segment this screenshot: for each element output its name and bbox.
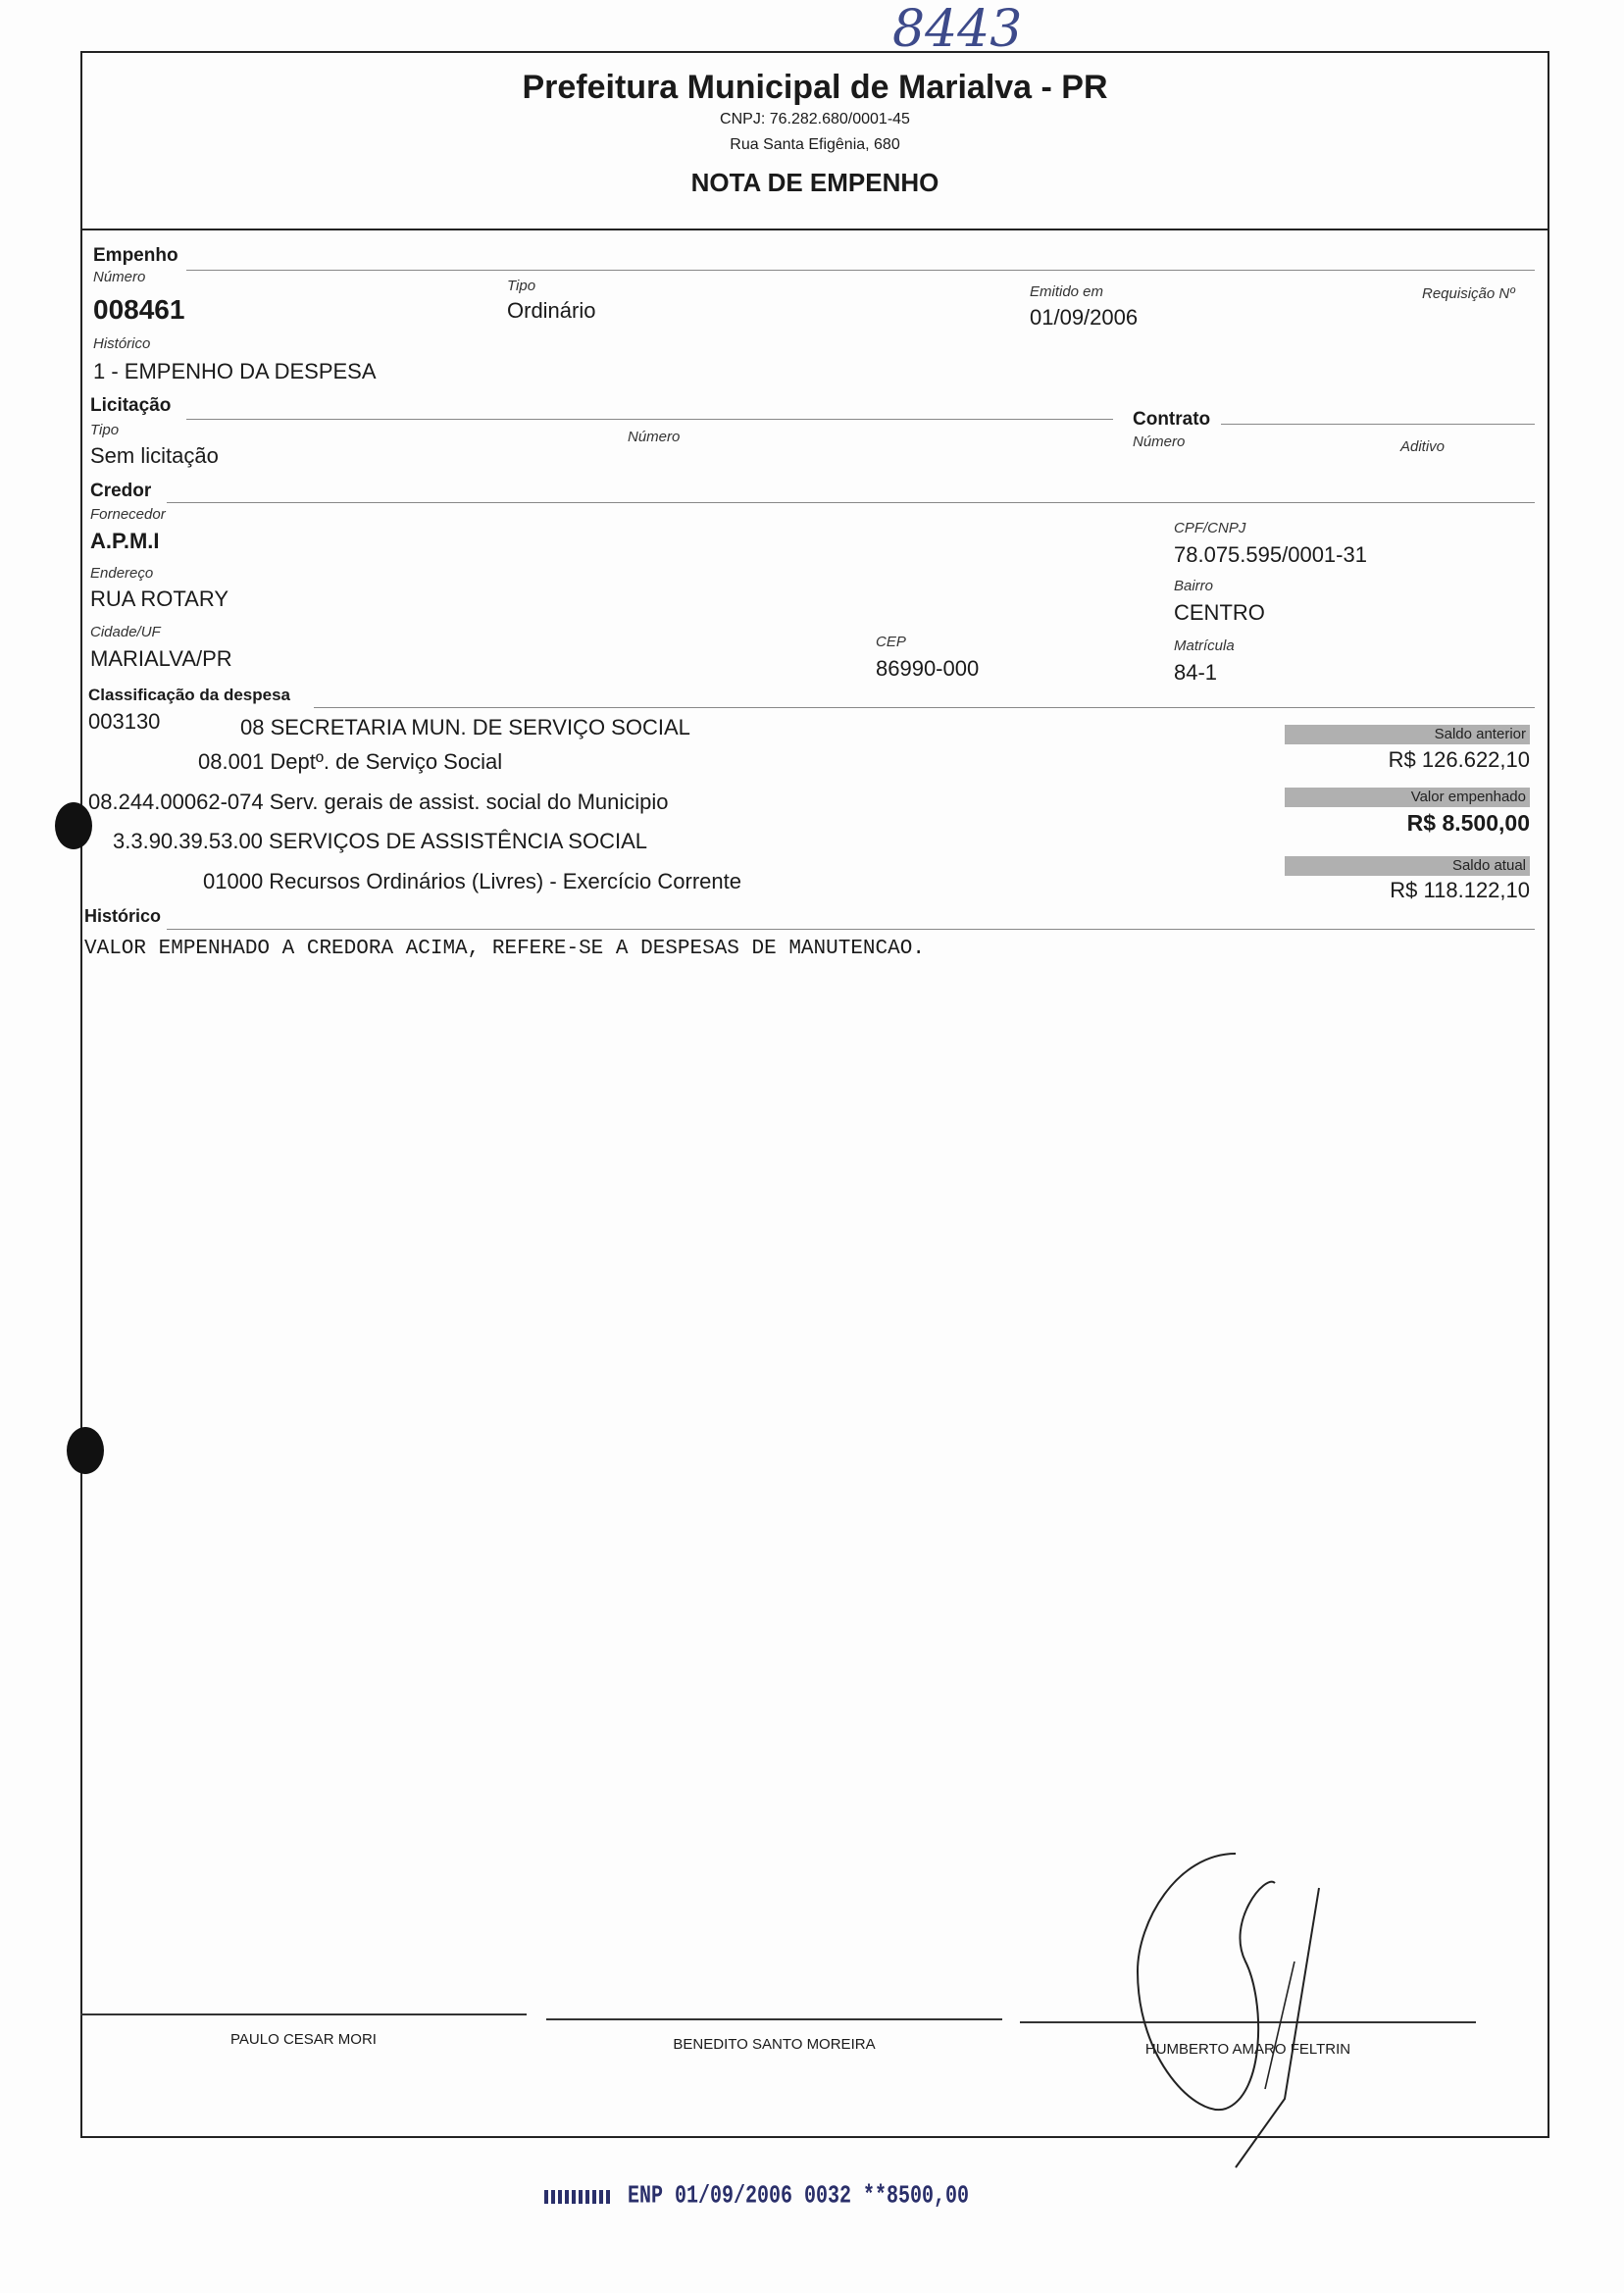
fornecedor-value: A.P.M.I (90, 529, 160, 553)
empenho-numero: 008461 (93, 294, 185, 325)
signature-name-1: PAULO CESAR MORI (230, 2031, 377, 2048)
punch-hole (55, 802, 92, 849)
emitido-date: 01/09/2006 (1030, 305, 1139, 330)
classificacao-departamento: 08.001 Deptº. de Serviço Social (198, 749, 503, 774)
fornecedor-label: Fornecedor (90, 506, 166, 523)
cidade-label: Cidade/UF (90, 624, 161, 640)
cnpj-text: CNPJ: 76.282.680/0001-45 (720, 111, 910, 127)
saldo-anterior-value: R$ 126.622,10 (1388, 747, 1530, 772)
endereco-label: Endereço (90, 565, 154, 582)
section-empenho: Empenho (93, 245, 178, 266)
cpf-cnpj-value: 78.075.595/0001-31 (1174, 542, 1367, 567)
bairro-value: CENTRO (1174, 600, 1265, 625)
section-credor: Credor (90, 481, 152, 501)
section-historico: Histórico (84, 906, 162, 926)
divider (167, 502, 1535, 503)
handwritten-page-number: 8443 (892, 0, 1023, 59)
licitacao-tipo: Sem licitação (90, 443, 219, 468)
punch-hole (67, 1427, 104, 1474)
licitacao-tipo-label: Tipo (90, 422, 120, 438)
cep-value: 86990-000 (876, 656, 980, 681)
classificacao-funcional: 08.244.00062-074 Serv. gerais de assist. social do Municipio (88, 790, 669, 814)
classificacao-recurso: 01000 Recursos Ordinários (Livres) - Exercício Corrente (203, 869, 741, 893)
cpf-cnpj-label: CPF/CNPJ (1174, 520, 1246, 536)
matricula-value: 84-1 (1174, 660, 1218, 685)
header (80, 69, 1549, 198)
autentication-stamp: ENP 01/09/2006 0032 **8500,00 (628, 2181, 970, 2212)
signature-name-3: HUMBERTO AMARO FELTRIN (1144, 2041, 1351, 2058)
saldo-atual-value: R$ 118.122,10 (1390, 878, 1530, 902)
valor-empenhado-label: Valor empenhado (1285, 788, 1530, 807)
empenho-numero-label: Número (93, 269, 146, 285)
contrato-numero-label: Número (1133, 433, 1186, 450)
handwritten-signature (1118, 1844, 1353, 2197)
section-contrato: Contrato (1133, 409, 1211, 430)
divider (186, 419, 1113, 420)
signature-name-2: BENEDITO SANTO MOREIRA (673, 2036, 876, 2053)
cidade-value: MARIALVA/PR (90, 646, 232, 671)
divider (314, 707, 1535, 708)
matricula-label: Matrícula (1174, 637, 1235, 654)
saldo-atual-label: Saldo atual (1285, 856, 1530, 876)
address-text: Rua Santa Efigênia, 680 (730, 136, 900, 153)
page-title: Prefeitura Municipal de Marialva - PR (522, 69, 1108, 106)
empenho-tipo-label: Tipo (507, 278, 536, 294)
saldo-anterior-label: Saldo anterior (1285, 725, 1530, 744)
valor-empenhado-value: R$ 8.500,00 (1406, 810, 1530, 836)
contrato-aditivo-label: Aditivo (1400, 438, 1446, 455)
bairro-label: Bairro (1174, 578, 1214, 594)
empenho-historico: 1 - EMPENHO DA DESPESA (93, 359, 377, 383)
header-divider (80, 229, 1549, 230)
emitido-label: Emitido em (1030, 283, 1104, 300)
empenho-tipo: Ordinário (507, 298, 596, 323)
endereco-value: RUA ROTARY (90, 586, 228, 611)
divider (1221, 424, 1535, 425)
section-licitacao: Licitação (90, 395, 172, 416)
requisicao-label: Requisição Nº (1422, 285, 1515, 302)
stamp-mark (544, 2190, 613, 2204)
divider (186, 270, 1535, 271)
classificacao-code: 003130 (88, 709, 161, 734)
classificacao-elemento: 3.3.90.39.53.00 SERVIÇOS DE ASSISTÊNCIA SOCIAL (113, 829, 647, 853)
historico-text: VALOR EMPENHADO A CREDORA ACIMA, REFERE-SE A DESPESAS DE MANUTENCAO. (84, 938, 925, 960)
cep-label: CEP (876, 634, 906, 650)
section-classificacao: Classificação da despesa (88, 686, 291, 704)
empenho-historico-label: Histórico (93, 335, 151, 352)
signature-line (546, 2018, 1002, 2020)
divider (167, 929, 1535, 930)
signature-line (80, 2013, 527, 2015)
document-title: NOTA DE EMPENHO (690, 168, 939, 197)
classificacao-secretaria: 08 SECRETARIA MUN. DE SERVIÇO SOCIAL (240, 715, 690, 739)
licitacao-numero-label: Número (628, 429, 681, 445)
